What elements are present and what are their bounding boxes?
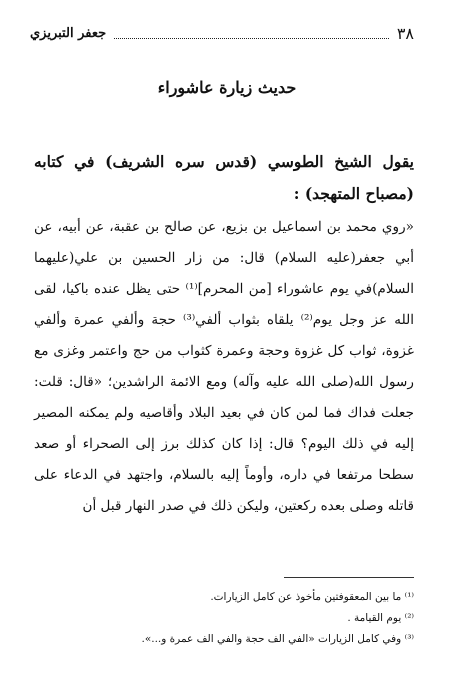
page-number: ٣٨ [396,23,414,43]
intro-paragraph: يقول الشيخ الطوسي (قدس سره الشريف) في كتابه (مصباح المتهجد) : [34,152,414,203]
footnote-divider [284,577,414,578]
footnote-2: ⁽²⁾ يوم القيامة . [347,612,414,624]
footnote-3: ⁽³⁾ وفي كامل الزيارات «الفي الف حجة والفي الف عمرة و...». [141,633,414,645]
running-title: جعفر التبريزي [30,25,107,41]
body-paragraph: «روي محمد بن اسماعيل بن بزيع، عن صالح بن عقبة، عن أبيه، عن أبي جعفر(عليه السلام) قال: من زار الحسين بن علي(عليهما السلام)في يوم عاشوراء [من المحرم]⁽¹⁾ حتى يظل عنده باكيا، لقى الله عز وجل يوم⁽²⁾ يلقاه بثواب ألفي⁽³⁾ حجة وألفي عمرة وألفي غزوة، ثواب كل غزوة وحجة وعمرة كثواب من حج واعتمر وغزى مع رسول الله(صلى الله عليه وآله) ومع الائمة الراشدين؛ «قال: قلت: جعلت فداك فما لمن كان في بعيد البلاد وأقاصيه ولم يمكنه المصير إليه في ذلك اليوم؟ قال: إذا كان كذلك برز إلى الصحراء أو صعد سطحا مرتفعا في داره، وأوماً إليه بالسلام، واجتهد في الدعاء على قاتله وصلى بعده ركعتين، وليكن ذلك في صدر النهار قبل أن [34,219,414,514]
running-header [30,22,414,44]
section-title: حديث زيارة عاشوراء [157,78,297,97]
header-dotted-leader [114,28,389,39]
footnotes [34,587,414,650]
footnote-1: ⁽¹⁾ ما بين المعقوفتين مأخوذ عن كامل الزيارات. [210,591,414,603]
